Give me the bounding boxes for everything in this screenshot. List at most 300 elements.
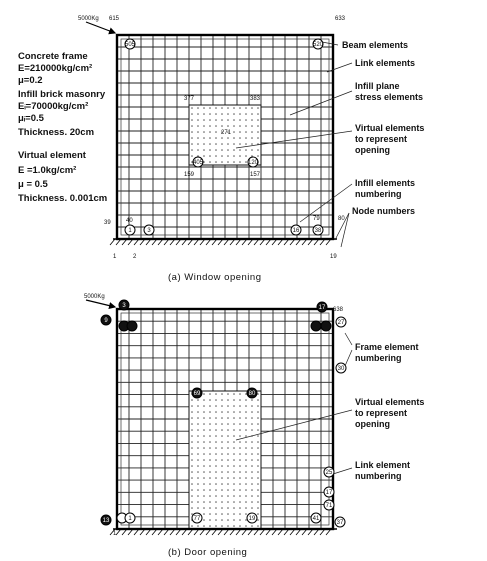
opening-dot	[233, 405, 235, 407]
opening-dot	[215, 143, 217, 145]
opening-dot	[197, 119, 199, 121]
panel-a-node-80: 80	[338, 216, 345, 222]
opening-dot	[215, 411, 217, 413]
panel-a-window-opening	[18, 16, 424, 283]
opening-dot	[221, 447, 223, 449]
annotation-link-numbering-1: Link element	[355, 460, 411, 470]
panel-b-door-opening	[84, 294, 424, 558]
opening-dot	[215, 417, 217, 419]
opening-dot	[221, 119, 223, 121]
opening-dot	[221, 465, 223, 467]
opening-dot	[227, 161, 229, 163]
opening-dot	[215, 483, 217, 485]
opening-dot	[251, 411, 253, 413]
circle-a-bottom-left: 1	[128, 228, 132, 234]
opening-dot	[233, 471, 235, 473]
panel-b-door-opening-area	[189, 391, 261, 529]
opening-dot	[239, 417, 241, 419]
annotation-frame-numbering-2: numbering	[355, 353, 402, 363]
opening-dot	[251, 459, 253, 461]
opening-dot	[227, 477, 229, 479]
opening-dot	[257, 465, 259, 467]
opening-dot	[245, 507, 247, 509]
opening-dot	[257, 125, 259, 127]
opening-dot	[221, 155, 223, 157]
opening-dot	[251, 525, 253, 527]
opening-dot	[221, 519, 223, 521]
opening-dot	[257, 131, 259, 133]
annotation-infill-plane-2: stress elements	[355, 92, 424, 102]
opening-dot	[245, 435, 247, 437]
circle-a-bottom-mid: 3	[147, 228, 151, 234]
opening-dot	[245, 107, 247, 109]
opening-dot	[203, 119, 205, 121]
opening-dot	[245, 423, 247, 425]
opening-dot	[227, 507, 229, 509]
opening-dot	[191, 441, 193, 443]
opening-dot	[209, 143, 211, 145]
opening-dot	[245, 417, 247, 419]
opening-dot	[215, 441, 217, 443]
opening-dot	[239, 113, 241, 115]
opening-dot	[197, 113, 199, 115]
opening-dot	[251, 501, 253, 503]
opening-dot	[191, 471, 193, 473]
opening-dot	[257, 501, 259, 503]
opening-dot	[221, 513, 223, 515]
opening-dot	[209, 513, 211, 515]
opening-dot	[239, 161, 241, 163]
opening-dot	[245, 113, 247, 115]
opening-dot	[191, 149, 193, 151]
panel-a-node-1: 1	[113, 254, 117, 260]
circle-a-opening-left: 405	[192, 160, 204, 166]
opening-dot	[227, 399, 229, 401]
opening-dot	[239, 519, 241, 521]
opening-dot	[233, 489, 235, 491]
annotation-frame-numbering-1: Frame element	[355, 342, 419, 352]
opening-dot	[197, 149, 199, 151]
opening-dot	[215, 155, 217, 157]
opening-dot	[191, 405, 193, 407]
opening-dot	[191, 119, 193, 121]
panel-b-node-638: 638	[333, 307, 344, 313]
opening-dot	[191, 155, 193, 157]
opening-dot	[197, 495, 199, 497]
opening-dot	[209, 423, 211, 425]
opening-dot	[257, 399, 259, 401]
opening-dot	[257, 119, 259, 121]
opening-dot	[245, 149, 247, 151]
opening-dot	[209, 113, 211, 115]
opening-rect	[189, 391, 261, 529]
opening-dot	[209, 483, 211, 485]
opening-dot	[203, 471, 205, 473]
opening-dot	[221, 149, 223, 151]
opening-dot	[209, 119, 211, 121]
opening-dot	[245, 453, 247, 455]
opening-dot	[203, 113, 205, 115]
opening-dot	[233, 519, 235, 521]
opening-dot	[233, 119, 235, 121]
opening-dot	[215, 125, 217, 127]
opening-dot	[245, 525, 247, 527]
opening-dot	[203, 417, 205, 419]
opening-dot	[233, 435, 235, 437]
opening-dot	[215, 423, 217, 425]
opening-dot	[215, 465, 217, 467]
opening-dot	[251, 471, 253, 473]
opening-dot	[257, 417, 259, 419]
opening-dot	[209, 155, 211, 157]
annotation-infill-numbering-1: Infill elements	[355, 178, 416, 188]
opening-dot	[227, 519, 229, 521]
opening-dot	[251, 107, 253, 109]
opening-dot	[191, 483, 193, 485]
opening-dot	[227, 525, 229, 527]
frame-modulus: E=210000kg/cm²	[18, 63, 93, 74]
opening-dot	[209, 393, 211, 395]
opening-dot	[197, 125, 199, 127]
circle-b-bottom-right-b: 37	[336, 520, 344, 526]
opening-dot	[215, 519, 217, 521]
opening-dot	[197, 465, 199, 467]
opening-dot	[209, 137, 211, 139]
opening-dot	[257, 435, 259, 437]
opening-dot	[221, 507, 223, 509]
opening-dot	[203, 155, 205, 157]
opening-dot	[215, 489, 217, 491]
opening-dot	[203, 495, 205, 497]
opening-dot	[203, 125, 205, 127]
opening-dot	[233, 513, 235, 515]
opening-dot	[257, 453, 259, 455]
opening-dot	[203, 507, 205, 509]
opening-dot	[215, 149, 217, 151]
opening-dot	[251, 149, 253, 151]
opening-dot	[215, 477, 217, 479]
circle-b-right-mid: 25	[325, 470, 333, 476]
opening-dot	[203, 453, 205, 455]
opening-dot	[191, 507, 193, 509]
opening-dot	[239, 507, 241, 509]
opening-dot	[215, 137, 217, 139]
opening-dot	[221, 125, 223, 127]
opening-dot	[221, 441, 223, 443]
opening-dot	[251, 447, 253, 449]
opening-dot	[245, 155, 247, 157]
opening-dot	[215, 435, 217, 437]
opening-dot	[251, 465, 253, 467]
opening-dot	[245, 405, 247, 407]
panel-a-node-159: 159	[184, 172, 195, 178]
opening-dot	[197, 483, 199, 485]
opening-dot	[245, 143, 247, 145]
opening-dot	[251, 489, 253, 491]
opening-dot	[251, 125, 253, 127]
opening-dot	[245, 459, 247, 461]
opening-dot	[233, 143, 235, 145]
circle-b-right-a: 27	[337, 320, 345, 326]
opening-dot	[245, 131, 247, 133]
opening-dot	[245, 441, 247, 443]
opening-dot	[191, 477, 193, 479]
opening-dot	[233, 501, 235, 503]
opening-dot	[215, 393, 217, 395]
opening-dot	[245, 429, 247, 431]
opening-dot	[251, 417, 253, 419]
opening-dot	[257, 513, 259, 515]
opening-dot	[209, 131, 211, 133]
opening-dot	[257, 113, 259, 115]
opening-dot	[221, 459, 223, 461]
opening-dot	[245, 125, 247, 127]
opening-dot	[221, 471, 223, 473]
panel-a-node-377: 377	[184, 96, 195, 102]
opening-dot	[203, 519, 205, 521]
opening-dot	[191, 489, 193, 491]
opening-dot	[233, 149, 235, 151]
opening-dot	[197, 453, 199, 455]
panel-b-node-1: 1	[113, 531, 117, 537]
opening-dot	[221, 423, 223, 425]
opening-dot	[197, 459, 199, 461]
opening-dot	[233, 161, 235, 163]
opening-dot	[239, 525, 241, 527]
opening-dot	[257, 483, 259, 485]
opening-dot	[233, 507, 235, 509]
opening-dot	[209, 161, 211, 163]
opening-dot	[215, 501, 217, 503]
annotation-node-numbers: Node numbers	[352, 206, 416, 216]
opening-dot	[239, 459, 241, 461]
opening-dot	[215, 453, 217, 455]
opening-dot	[251, 477, 253, 479]
opening-dot	[197, 477, 199, 479]
opening-dot	[191, 435, 193, 437]
opening-dot	[257, 155, 259, 157]
opening-dot	[245, 483, 247, 485]
opening-dot	[221, 137, 223, 139]
panel-b-load-label: 5000Kg	[84, 294, 105, 300]
opening-dot	[233, 483, 235, 485]
panel-a-node-271: 271	[221, 130, 232, 136]
opening-dot	[215, 525, 217, 527]
virtual-thickness: Thickness. 0.001cm	[18, 193, 108, 204]
opening-dot	[197, 131, 199, 133]
circle-b-bottom-mid-a: 77	[193, 516, 201, 522]
opening-dot	[215, 495, 217, 497]
opening-dot	[215, 513, 217, 515]
opening-dot	[257, 459, 259, 461]
circle-b-top-left: 3	[122, 303, 126, 309]
opening-dot	[203, 465, 205, 467]
annotation-beam-elements: Beam elements	[342, 40, 409, 50]
opening-dot	[257, 137, 259, 139]
opening-dot	[239, 399, 241, 401]
opening-dot	[233, 393, 235, 395]
opening-dot	[233, 399, 235, 401]
annotation-infill-plane-1: Infill plane	[355, 81, 400, 91]
annotation-virtual-2: to represent	[355, 134, 408, 144]
opening-dot	[209, 525, 211, 527]
frame-poisson: μ=0.2	[18, 75, 43, 86]
opening-dot	[227, 411, 229, 413]
opening-dot	[227, 423, 229, 425]
annotation-virtual-3: opening	[355, 145, 390, 155]
opening-dot	[257, 423, 259, 425]
opening-dot	[239, 411, 241, 413]
annotation-link-elements: Link elements	[355, 58, 416, 68]
opening-dot	[191, 429, 193, 431]
opening-dot	[209, 477, 211, 479]
circle-b-top-left-outer: 9	[104, 318, 108, 324]
opening-dot	[215, 405, 217, 407]
opening-dot	[233, 477, 235, 479]
circle-b-bottom-mid-b: 19	[248, 516, 256, 522]
opening-dot	[251, 137, 253, 139]
opening-dot	[245, 495, 247, 497]
opening-dot	[209, 453, 211, 455]
opening-dot	[251, 495, 253, 497]
opening-dot	[203, 131, 205, 133]
opening-dot	[191, 447, 193, 449]
opening-dot	[227, 417, 229, 419]
opening-dot	[257, 471, 259, 473]
opening-dot	[197, 411, 199, 413]
opening-dot	[209, 125, 211, 127]
opening-dot	[239, 155, 241, 157]
opening-dot	[197, 441, 199, 443]
opening-dot	[233, 423, 235, 425]
opening-dot	[245, 119, 247, 121]
circle-b-bottom-left-a: 13	[102, 518, 110, 524]
panel-b-load-arrow	[86, 300, 115, 307]
opening-dot	[191, 125, 193, 127]
opening-dot	[203, 513, 205, 515]
circle-a-bottom-right-b: 38	[314, 228, 322, 234]
opening-dot	[245, 477, 247, 479]
opening-dot	[209, 405, 211, 407]
opening-dot	[233, 525, 235, 527]
opening-dot	[215, 161, 217, 163]
opening-dot	[227, 465, 229, 467]
opening-dot	[221, 161, 223, 163]
opening-dot	[251, 119, 253, 121]
opening-dot	[251, 405, 253, 407]
opening-dot	[233, 447, 235, 449]
opening-dot	[251, 429, 253, 431]
opening-dot	[191, 417, 193, 419]
panel-a-node-383: 383	[250, 96, 261, 102]
opening-dot	[191, 465, 193, 467]
opening-dot	[197, 143, 199, 145]
opening-dot	[215, 471, 217, 473]
opening-dot	[221, 477, 223, 479]
opening-dot	[257, 149, 259, 151]
opening-dot	[203, 459, 205, 461]
opening-dot	[227, 107, 229, 109]
infill-poisson: μᵢ=0.5	[18, 113, 44, 124]
opening-dot	[203, 137, 205, 139]
annotation-b-virtual-1: Virtual elements	[355, 397, 425, 407]
infill-title: Infill brick masonry	[18, 89, 106, 100]
opening-dot	[197, 471, 199, 473]
opening-dot	[257, 495, 259, 497]
opening-dot	[227, 513, 229, 515]
opening-dot	[203, 143, 205, 145]
opening-dot	[209, 447, 211, 449]
opening-dot	[245, 137, 247, 139]
opening-dot	[221, 113, 223, 115]
opening-dot	[251, 441, 253, 443]
opening-dot	[239, 465, 241, 467]
opening-dot	[215, 107, 217, 109]
opening-dot	[239, 471, 241, 473]
opening-dot	[239, 405, 241, 407]
opening-dot	[239, 143, 241, 145]
panel-a-node-40: 40	[126, 218, 133, 224]
opening-dot	[203, 501, 205, 503]
opening-dot	[191, 453, 193, 455]
opening-dot	[227, 137, 229, 139]
opening-dot	[191, 137, 193, 139]
opening-dot	[251, 113, 253, 115]
opening-dot	[239, 393, 241, 395]
opening-dot	[215, 399, 217, 401]
opening-dot	[257, 507, 259, 509]
opening-dot	[233, 465, 235, 467]
opening-dot	[227, 489, 229, 491]
opening-dot	[233, 417, 235, 419]
opening-dot	[233, 429, 235, 431]
opening-dot	[221, 489, 223, 491]
opening-dot	[197, 489, 199, 491]
opening-dot	[197, 137, 199, 139]
opening-dot	[233, 453, 235, 455]
opening-dot	[239, 483, 241, 485]
opening-dot	[191, 423, 193, 425]
opening-dot	[227, 429, 229, 431]
opening-dot	[245, 471, 247, 473]
opening-dot	[257, 477, 259, 479]
virtual-title: Virtual element	[18, 150, 86, 161]
infill-thickness: Thickness. 20cm	[18, 127, 95, 138]
opening-dot	[197, 107, 199, 109]
opening-dot	[227, 447, 229, 449]
opening-dot	[203, 483, 205, 485]
opening-dot	[251, 507, 253, 509]
opening-dot	[251, 399, 253, 401]
opening-dot	[221, 417, 223, 419]
opening-dot	[215, 429, 217, 431]
opening-dot	[191, 501, 193, 503]
panel-a-node-39: 39	[104, 220, 111, 226]
opening-dot	[209, 489, 211, 491]
opening-dot	[239, 107, 241, 109]
opening-dot	[221, 411, 223, 413]
panel-a-node-2: 2	[133, 254, 137, 260]
opening-dot	[239, 429, 241, 431]
opening-dot	[221, 143, 223, 145]
opening-dot	[233, 459, 235, 461]
opening-dot	[239, 149, 241, 151]
circle-a-bottom-right-a: 16	[292, 228, 300, 234]
opening-dot	[203, 435, 205, 437]
opening-dot	[209, 441, 211, 443]
opening-dot	[197, 423, 199, 425]
opening-dot	[257, 107, 259, 109]
